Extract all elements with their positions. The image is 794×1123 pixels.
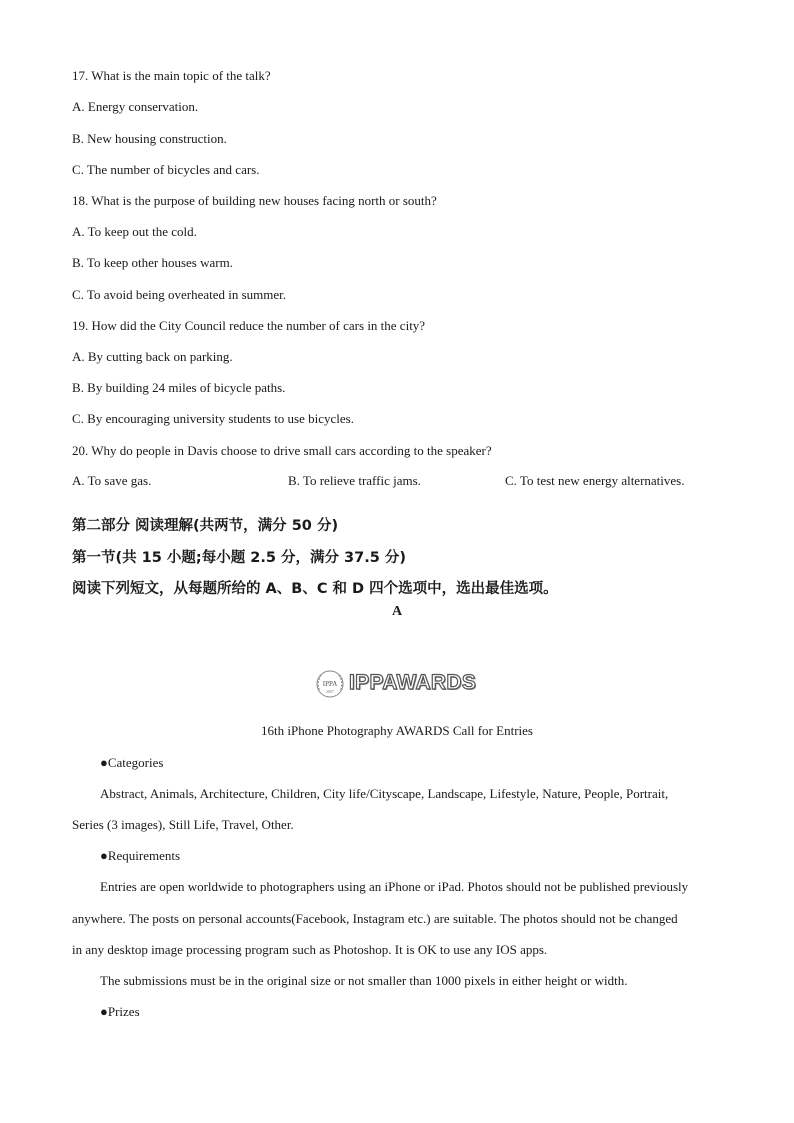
question-20: 20. Why do people in Davis choose to drive small cars according to the speaker? xyxy=(72,443,492,458)
section-one-heading: 第一节(共 15 小题;每小题 2.5 分，满分 37.5 分) xyxy=(72,550,406,566)
passage-title: 16th iPhone Photography AWARDS Call for Entries xyxy=(261,723,533,738)
seal-text: IPPA xyxy=(322,680,338,688)
requirements-line-4: The submissions must be in the original size or not smaller than 1000 pixels in either height or width. xyxy=(100,973,628,988)
q18-option-c: C. To avoid being overheated in summer. xyxy=(72,287,287,302)
q20-option-b: B. To relieve traffic jams. xyxy=(288,473,421,488)
question-18: 18. What is the purpose of building new houses facing north or south? xyxy=(72,193,437,208)
q17-option-b: B. New housing construction. xyxy=(72,131,227,146)
seal-year: 2007 xyxy=(326,689,334,694)
q20-option-c: C. To test new energy alternatives. xyxy=(505,473,685,488)
prizes-heading: ●Prizes xyxy=(100,1004,140,1019)
categories-heading: ●Categories xyxy=(100,755,164,770)
q20-option-a: A. To save gas. xyxy=(72,473,152,488)
q18-option-a: A. To keep out the cold. xyxy=(72,224,197,239)
passage-letter: A xyxy=(391,604,403,619)
part-two-heading: 第二部分 阅读理解(共两节，满分 50 分) xyxy=(72,518,339,534)
ippawards-logo xyxy=(313,668,488,700)
laurel-seal-icon xyxy=(313,668,347,700)
q17-option-a: A. Energy conservation. xyxy=(72,99,199,114)
question-17: 17. What is the main topic of the talk? xyxy=(72,68,271,83)
q19-option-b: B. By building 24 miles of bicycle paths. xyxy=(72,380,286,395)
requirements-line-1: Entries are open worldwide to photographers using an iPhone or iPad. Photos should not be published previously xyxy=(100,879,689,894)
q18-option-b: B. To keep other houses warm. xyxy=(72,255,233,270)
q19-option-c: C. By encouraging university students to use bicycles. xyxy=(72,411,354,426)
categories-line-1: Abstract, Animals, Architecture, Children, City life/Cityscape, Landscape, Lifestyle, Nature, People, Portrait, xyxy=(100,786,669,801)
requirements-line-2: anywhere. The posts on personal accounts(Facebook, Instagram etc.) are suitable. The photos should not be changed xyxy=(72,911,678,926)
categories-line-2: Series (3 images), Still Life, Travel, Other. xyxy=(72,817,294,832)
requirements-line-3: in any desktop image processing program such as Photoshop. It is OK to use any IOS apps. xyxy=(72,942,548,957)
question-19: 19. How did the City Council reduce the number of cars in the city? xyxy=(72,318,426,333)
q20-options xyxy=(72,473,722,491)
requirements-heading: ●Requirements xyxy=(100,848,181,863)
q17-option-c: C. The number of bicycles and cars. xyxy=(72,162,260,177)
q19-option-a: A. By cutting back on parking. xyxy=(72,349,233,364)
reading-instruction: 阅读下列短文，从每题所给的 A、B、C 和 D 四个选项中，选出最佳选项。 xyxy=(72,581,558,597)
logo-wordmark: IPPAWARDS xyxy=(349,671,477,694)
